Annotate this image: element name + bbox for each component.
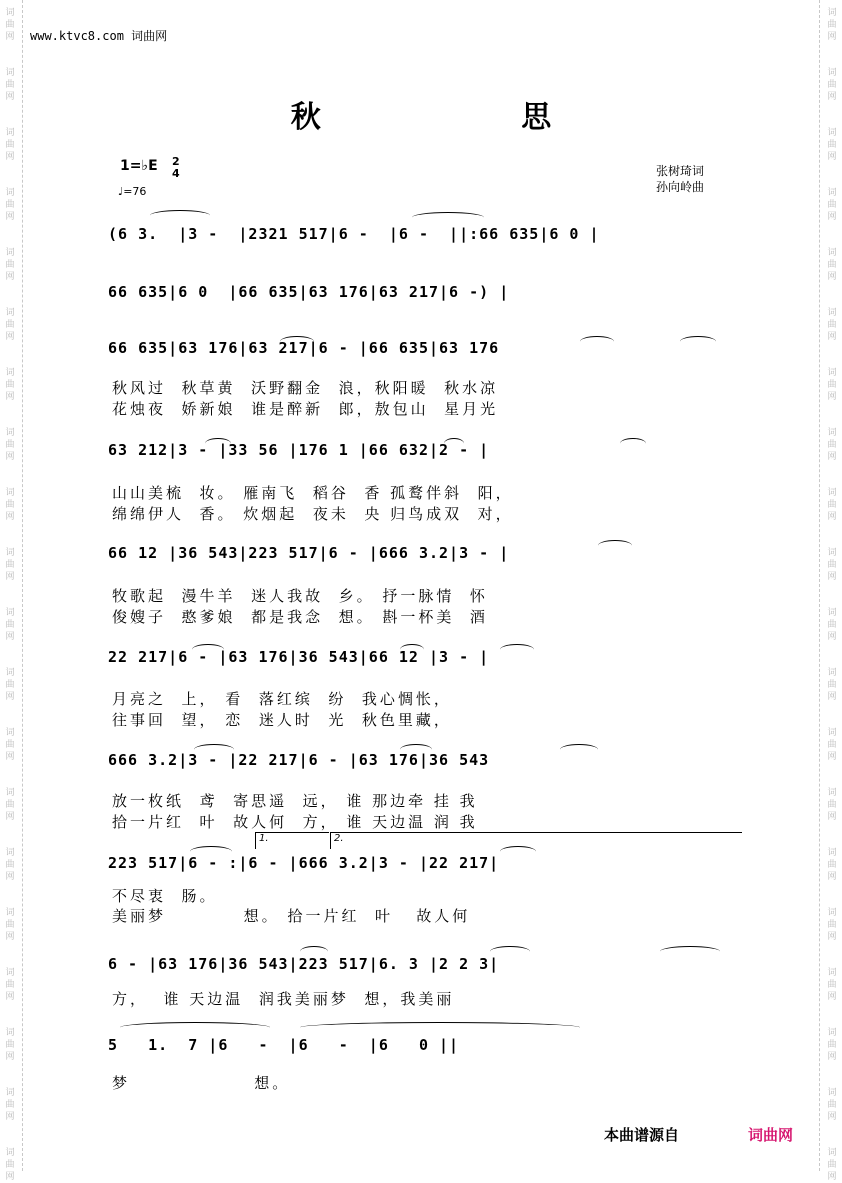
slur-mark [400, 744, 432, 755]
watermark-glyph: 曲 [827, 920, 837, 930]
watermark-glyph: 词 [5, 8, 15, 18]
score-line [108, 535, 740, 571]
watermark-glyph: 网 [5, 992, 15, 1002]
watermark-glyph: 曲 [827, 740, 837, 750]
watermark-glyph: 词 [5, 968, 15, 978]
volta-bracket: 2. [330, 832, 742, 849]
watermark-glyph: 词 [827, 188, 837, 198]
watermark-glyph: 曲 [5, 20, 15, 30]
watermark-glyph: 词 [827, 128, 837, 138]
slur-mark [680, 336, 716, 347]
lyric-line: 山山美梳 妆。 雁南飞 稻谷 香 孤鹜伴斜 阳， [112, 484, 514, 502]
slur-mark [194, 744, 234, 755]
notes-text: 223 517|6 - :|6 - |666 3.2|3 - |22 217| [108, 854, 500, 872]
watermark-glyph: 曲 [827, 560, 837, 570]
slur-mark [490, 946, 530, 957]
slur-mark [300, 946, 328, 957]
brand-logo: 词曲网 [748, 1126, 794, 1144]
watermark-glyph: 词 [827, 8, 837, 18]
slur-mark [598, 540, 632, 551]
slur-mark [500, 644, 534, 655]
watermark-glyph: 网 [5, 212, 15, 222]
watermark-glyph: 网 [827, 812, 837, 822]
lyric-line: 秋风过 秋草黄 沃野翻金 浪，秋阳暖 秋水凉 [112, 379, 499, 397]
watermark-glyph: 网 [827, 452, 837, 462]
watermark-glyph: 曲 [827, 1160, 837, 1170]
watermark-glyph: 网 [5, 452, 15, 462]
watermark-glyph: 曲 [827, 500, 837, 510]
slur-mark [400, 644, 424, 655]
watermark-glyph: 网 [827, 1172, 837, 1182]
watermark-glyph: 曲 [827, 80, 837, 90]
watermark-glyph: 曲 [5, 380, 15, 390]
watermark-glyph: 曲 [5, 560, 15, 570]
watermark-glyph: 词 [5, 1028, 15, 1038]
watermark-glyph: 曲 [5, 740, 15, 750]
left-margin-watermark [0, 0, 23, 1182]
watermark-glyph: 词 [827, 788, 837, 798]
watermark-glyph: 词 [827, 248, 837, 258]
watermark-glyph: 曲 [5, 860, 15, 870]
song-title: 秋 思 [290, 100, 647, 135]
watermark-glyph: 词 [5, 668, 15, 678]
watermark-glyph: 曲 [827, 200, 837, 210]
slur-mark [120, 1022, 270, 1033]
lyric-line: 方， 谁 天边温 润我美丽梦 想，我美丽 [112, 990, 455, 1008]
watermark-glyph: 网 [5, 572, 15, 582]
watermark-glyph: 网 [5, 1172, 15, 1182]
notes-text: 63 212|3 - |33 56 |176 1 |66 632|2 - | [108, 441, 490, 459]
watermark-glyph: 网 [827, 332, 837, 342]
watermark-glyph: 曲 [827, 440, 837, 450]
watermark-glyph: 词 [5, 728, 15, 738]
watermark-glyph: 词 [5, 788, 15, 798]
watermark-glyph: 网 [827, 932, 837, 942]
composer-credit: 孙向岭曲 [656, 180, 705, 194]
watermark-glyph: 网 [827, 752, 837, 762]
notes-text: (6 3. |3 - |2321 517|6 - |6 - ||:66 635|6 0 | [108, 225, 600, 243]
watermark-glyph: 词 [5, 188, 15, 198]
watermark-glyph: 词 [5, 68, 15, 78]
lyric-line: 梦 想。 [112, 1074, 291, 1092]
watermark-glyph: 词 [827, 728, 837, 738]
watermark-glyph: 曲 [5, 140, 15, 150]
watermark-glyph: 词 [827, 308, 837, 318]
score-line [108, 432, 740, 468]
watermark-glyph: 词 [5, 308, 15, 318]
watermark-glyph: 曲 [827, 140, 837, 150]
lyric-line: 月亮之 上， 看 落红缤 纷 我心惆怅， [112, 690, 452, 708]
watermark-glyph: 网 [5, 1112, 15, 1122]
slur-mark [150, 210, 210, 221]
watermark-glyph: 曲 [827, 260, 837, 270]
watermark-glyph: 网 [5, 32, 15, 42]
watermark-glyph: 曲 [827, 800, 837, 810]
watermark-glyph: 词 [5, 128, 15, 138]
slur-mark [192, 644, 224, 655]
notes-text: 22 217|6 - |63 176|36 543|66 12 |3 - | [108, 648, 490, 666]
slur-mark [580, 336, 614, 347]
watermark-glyph: 网 [827, 632, 837, 642]
source-label: 本曲谱源自 [604, 1126, 680, 1144]
score-line [108, 274, 740, 310]
watermark-glyph: 曲 [5, 1100, 15, 1110]
watermark-glyph: 网 [827, 872, 837, 882]
lyricist-credit: 张树琦词 [656, 164, 705, 178]
watermark-glyph: 网 [5, 92, 15, 102]
watermark-glyph: 网 [827, 212, 837, 222]
time-signature-top: 2 [172, 155, 180, 168]
watermark-glyph: 网 [827, 392, 837, 402]
watermark-glyph: 网 [5, 332, 15, 342]
watermark-glyph: 网 [5, 512, 15, 522]
watermark-glyph: 网 [827, 1112, 837, 1122]
score-line [108, 946, 740, 982]
watermark-glyph: 网 [827, 272, 837, 282]
watermark-glyph: 曲 [5, 1160, 15, 1170]
watermark-glyph: 网 [827, 572, 837, 582]
watermark-glyph: 词 [5, 368, 15, 378]
watermark-glyph: 曲 [827, 1040, 837, 1050]
lyric-line: 美丽梦 想。 拾一片红 叶 故人何 [112, 907, 471, 925]
watermark-glyph: 曲 [5, 440, 15, 450]
watermark-glyph: 词 [827, 968, 837, 978]
watermark-glyph: 网 [5, 1052, 15, 1062]
watermark-glyph: 网 [5, 812, 15, 822]
watermark-glyph: 曲 [5, 80, 15, 90]
watermark-glyph: 网 [827, 512, 837, 522]
watermark-glyph: 网 [827, 92, 837, 102]
watermark-glyph: 曲 [827, 620, 837, 630]
watermark-glyph: 词 [827, 608, 837, 618]
credits [656, 163, 704, 195]
watermark-glyph: 网 [827, 152, 837, 162]
watermark-glyph: 曲 [5, 200, 15, 210]
notes-text: 666 3.2|3 - |22 217|6 - |63 176|36 543 [108, 751, 490, 769]
notes-text: 5 1. 7 |6 - |6 - |6 0 || [108, 1036, 460, 1054]
watermark-glyph: 网 [827, 692, 837, 702]
watermark-glyph: 词 [5, 1148, 15, 1158]
watermark-glyph: 曲 [5, 680, 15, 690]
watermark-glyph: 网 [827, 992, 837, 1002]
notes-text: 6 - |63 176|36 543|223 517|6. 3 |2 2 3| [108, 955, 500, 973]
watermark-glyph: 曲 [5, 500, 15, 510]
watermark-glyph: 词 [5, 1088, 15, 1098]
watermark-glyph: 词 [827, 488, 837, 498]
watermark-glyph: 词 [827, 1028, 837, 1038]
slur-mark [280, 336, 314, 347]
watermark-glyph: 词 [5, 848, 15, 858]
watermark-glyph: 词 [5, 548, 15, 558]
watermark-glyph: 曲 [5, 800, 15, 810]
watermark-glyph: 曲 [5, 980, 15, 990]
notes-text: 66 635|63 176|63 217|6 - |66 635|63 176 [108, 339, 500, 357]
watermark-glyph: 词 [827, 68, 837, 78]
lyric-line: 俊嫂子 憨爹娘 都是我念 想。 斟一杯美 酒 [112, 608, 488, 626]
watermark-glyph: 曲 [5, 260, 15, 270]
watermark-glyph: 曲 [827, 680, 837, 690]
watermark-glyph: 词 [5, 488, 15, 498]
watermark-glyph: 曲 [5, 920, 15, 930]
watermark-glyph: 曲 [5, 1040, 15, 1050]
lyric-line: 花烛夜 娇新娘 谁是醉新 郎，敖包山 星月光 [112, 400, 499, 418]
slur-mark [560, 744, 598, 755]
slur-mark [660, 946, 720, 957]
watermark-glyph: 词 [5, 248, 15, 258]
watermark-glyph: 词 [827, 1148, 837, 1158]
watermark-glyph: 词 [827, 1088, 837, 1098]
watermark-glyph: 曲 [827, 860, 837, 870]
watermark-glyph: 网 [827, 1052, 837, 1062]
watermark-glyph: 词 [827, 548, 837, 558]
slur-mark [190, 846, 232, 857]
watermark-glyph: 词 [5, 428, 15, 438]
watermark-glyph: 词 [827, 368, 837, 378]
watermark-glyph: 词 [827, 908, 837, 918]
watermark-glyph: 词 [827, 848, 837, 858]
time-signature-bottom: 4 [172, 167, 180, 180]
right-margin-watermark [819, 0, 842, 1182]
lyric-line: 放一枚纸 鸢 寄思遥 远， 谁 那边牵 挂 我 [112, 792, 478, 810]
tempo-marking: ♩=76 [118, 185, 147, 198]
volta-bracket: 1. [255, 832, 329, 849]
watermark-glyph: 词 [5, 908, 15, 918]
notes-text: 66 12 |36 543|223 517|6 - |666 3.2|3 - | [108, 544, 510, 562]
notes-text: 66 635|6 0 |66 635|63 176|63 217|6 -) | [108, 283, 510, 301]
score-line [108, 330, 740, 366]
slur-mark [412, 212, 484, 223]
watermark-glyph: 曲 [5, 620, 15, 630]
watermark-glyph: 网 [5, 272, 15, 282]
watermark-glyph: 网 [5, 152, 15, 162]
slur-mark [300, 1022, 580, 1033]
watermark-glyph: 网 [5, 692, 15, 702]
lyric-line: 牧歌起 漫牛羊 迷人我故 乡。 抒一脉情 怀 [112, 587, 488, 605]
watermark-glyph: 网 [827, 32, 837, 42]
lyric-line: 绵绵伊人 香。 炊烟起 夜未 央 归鸟成双 对， [112, 505, 514, 523]
lyric-line: 往事回 望， 恋 迷人时 光 秋色里藏， [112, 711, 452, 729]
site-url: www.ktvc8.com 词曲网 [30, 29, 168, 43]
watermark-glyph: 网 [5, 932, 15, 942]
watermark-glyph: 曲 [827, 320, 837, 330]
slur-mark [444, 438, 464, 449]
key-signature: 1=♭E [120, 158, 158, 174]
watermark-glyph: 曲 [827, 20, 837, 30]
watermark-glyph: 词 [827, 668, 837, 678]
slur-mark [620, 438, 646, 449]
slur-mark [205, 438, 231, 449]
watermark-glyph: 网 [5, 632, 15, 642]
watermark-glyph: 网 [5, 752, 15, 762]
watermark-glyph: 网 [5, 392, 15, 402]
watermark-glyph: 词 [5, 608, 15, 618]
watermark-glyph: 曲 [827, 1100, 837, 1110]
watermark-glyph: 网 [5, 872, 15, 882]
slur-mark [500, 846, 536, 857]
watermark-glyph: 曲 [827, 380, 837, 390]
lyric-line: 不尽衷 肠。 [112, 887, 218, 905]
lyric-line: 拾一片红 叶 故人何 方， 谁 天边温 润 我 [112, 813, 478, 831]
watermark-glyph: 曲 [827, 980, 837, 990]
watermark-glyph: 曲 [5, 320, 15, 330]
watermark-glyph: 词 [827, 428, 837, 438]
time-signature [172, 156, 180, 180]
